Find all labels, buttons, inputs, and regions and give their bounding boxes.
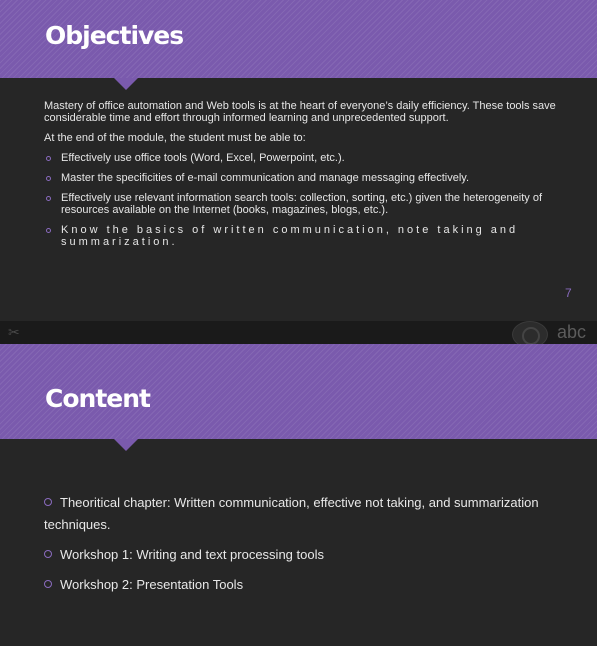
list-item-text: Theoritical chapter: Written communication, effective not taking, and summarization techniques. bbox=[44, 495, 539, 532]
list-item bbox=[44, 172, 559, 184]
list-item-text: Effectively use office tools (Word, Excel, Powerpoint, etc.). bbox=[61, 152, 345, 164]
content-body bbox=[44, 492, 564, 604]
bullet-icon bbox=[46, 156, 51, 161]
ring-bullet-icon bbox=[44, 550, 52, 558]
list-item bbox=[44, 544, 564, 566]
objectives-list bbox=[44, 152, 559, 248]
ring-bullet-icon bbox=[44, 580, 52, 588]
objectives-body bbox=[44, 100, 559, 256]
bullet-icon bbox=[46, 176, 51, 181]
content-list bbox=[44, 492, 564, 596]
list-item-text: Master the specificities of e-mail communication and manage messaging effectively. bbox=[61, 172, 470, 184]
list-item bbox=[44, 152, 559, 164]
slide-objectives bbox=[0, 0, 597, 321]
list-item-text: Workshop 2: Presentation Tools bbox=[60, 577, 244, 592]
slide-separator bbox=[0, 321, 597, 344]
list-item bbox=[44, 192, 559, 216]
list-item-text: Know the basics of written communication, note taking and summarization. bbox=[61, 224, 519, 248]
banner-notch bbox=[114, 78, 138, 90]
bullet-icon bbox=[46, 196, 51, 201]
list-item-text: Effectively use relevant information search tools: collection, sorting, etc.) given the heterogeneity of resources available on the Internet (books, magazines, blogs, etc.). bbox=[61, 192, 542, 216]
scissors-icon: ✂ bbox=[8, 324, 20, 340]
slide-title: Objectives bbox=[45, 21, 184, 50]
list-item bbox=[44, 224, 559, 248]
slide-content bbox=[0, 344, 597, 646]
banner-notch bbox=[114, 439, 138, 451]
page-number: 7 bbox=[565, 286, 572, 300]
bullet-icon bbox=[46, 228, 51, 233]
ring-bullet-icon bbox=[44, 498, 52, 506]
list-item bbox=[44, 492, 564, 536]
list-item bbox=[44, 574, 564, 596]
slide-title: Content bbox=[45, 384, 150, 413]
intro-paragraph: Mastery of office automation and Web tools is at the heart of everyone’s daily efficiency. These tools save considerable time and effort through informed learning and unprecedented support. bbox=[44, 100, 556, 124]
lead-paragraph: At the end of the module, the student must be able to: bbox=[44, 132, 306, 144]
watermark-text: abc bbox=[557, 322, 587, 342]
list-item-text: Workshop 1: Writing and text processing tools bbox=[60, 547, 324, 562]
